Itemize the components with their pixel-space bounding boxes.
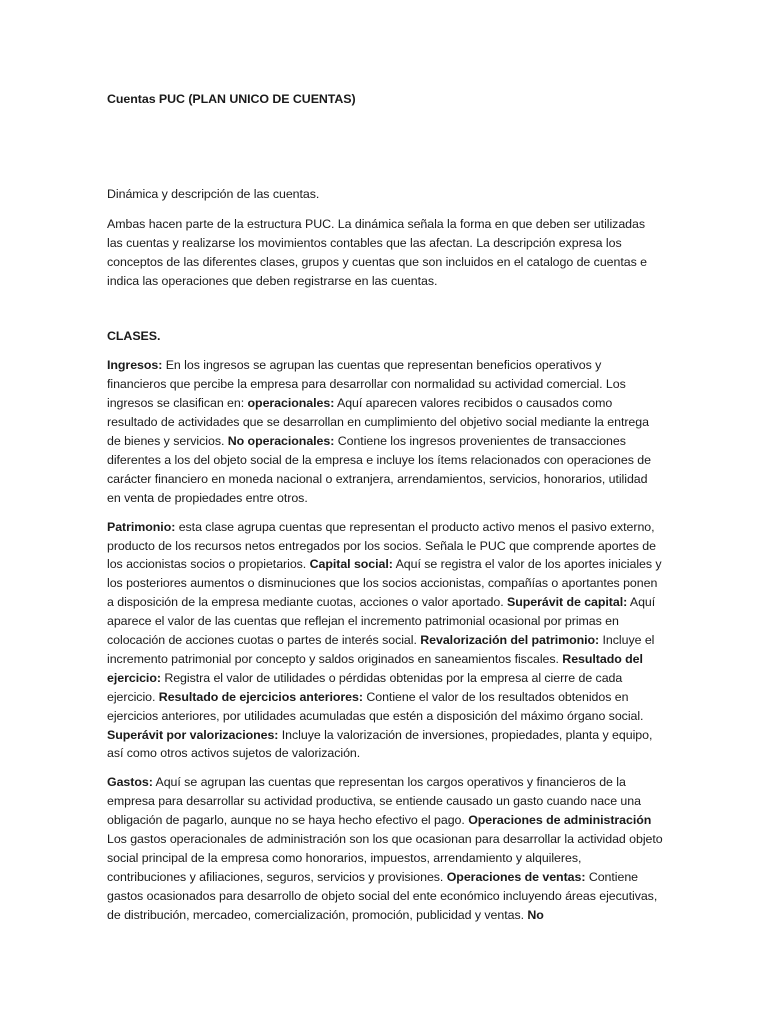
spacer <box>107 346 663 356</box>
no-operacionales-term: No operacionales: <box>227 433 335 448</box>
operaciones-administracion-term: Operaciones de administración <box>468 813 652 828</box>
superavit-valorizaciones-term: Superávit por valorizaciones: <box>107 727 279 742</box>
clases-heading: CLASES. <box>107 329 161 344</box>
capital-social-text: Aquí se registra el valor de los aportes iniciales y los posteriores aumentos o disminuciones que los socios accionistas, compañías o aportantes ponen a disposición de la empresa mediante cuotas, acciones o valor aportado. <box>107 557 662 610</box>
ingresos-text: En los ingresos se agrupan las cuentas que representan beneficios operativos y financieros que percibe la empresa para desarrollar con normalidad su actividad comercial. Los ingresos se clasifican en: <box>107 358 626 411</box>
operaciones-ventas-text: Contiene gastos ocasionados para desarrollo de objeto social del ente económico incluyendo áreas ejecutivas, de distribución, mercadeo, comercialización, promoción, publicidad y ventas. <box>107 869 658 922</box>
resultado-ejercicio-text: Registra el valor de utilidades o pérdidas obtenidas por la empresa al cierre de cada ejercicio. <box>107 670 623 704</box>
ingresos-term: Ingresos: <box>107 358 163 373</box>
patrimonio-paragraph <box>107 518 663 764</box>
gastos-term: Gastos: <box>107 775 153 790</box>
spacer <box>107 763 663 773</box>
spacer <box>107 290 663 327</box>
resultado-anteriores-term: Resultado de ejercicios anteriores: <box>158 689 363 704</box>
spacer <box>107 109 663 185</box>
intro-paragraph: Ambas hacen parte de la estructura PUC. La dinámica señala la forma en que deben ser utilizadas las cuentas y realizarse los movimientos contables que las afectan. La descripción expresa los conceptos de las diferentes clases, grupos y cuentas que son incluidos en el catalogo de cuentas e indica las operaciones que deben registrarse en las cuentas. <box>107 216 647 288</box>
patrimonio-term: Patrimonio: <box>107 519 176 534</box>
operaciones-administracion-text: Los gastos operacionales de administración son los que ocasionan para desarrollar la actividad objeto social principal de la empresa como honorarios, impuestos, arrendamiento y alquileres, contribuciones y afiliaciones, seguros, servicios y provisiones. <box>107 832 663 884</box>
ingresos-paragraph <box>107 356 663 507</box>
no-term: No <box>527 907 544 922</box>
superavit-capital-text: Aquí aparece el valor de las cuentas que reflejan el incremento patrimonial ocasional por primas en colocación de acciones cuotas o partes de interés social. <box>107 595 656 648</box>
gastos-paragraph <box>107 773 663 924</box>
gastos-text: Aquí se agrupan las cuentas que representan los cargos operativos y financieros de la empresa para desarrollar su actividad productiva, se entiende causado un gasto cuando nace una obligación de pagarlo, aunque no se haya hecho efectivo el pago. <box>107 775 641 828</box>
spacer <box>107 204 663 215</box>
operaciones-ventas-term: Operaciones de ventas: <box>446 869 586 884</box>
spacer <box>107 508 663 518</box>
operacionales-term: operacionales: <box>247 396 335 411</box>
resultado-ejercicio-term: Resultado del ejercicio: <box>107 651 643 685</box>
superavit-valorizaciones-text: Incluye la valorización de inversiones, propiedades, planta y equipo, así como otros activos sujetos de valorización. <box>107 727 653 761</box>
document-title: Cuentas PUC (PLAN UNICO DE CUENTAS) <box>107 92 356 106</box>
operacionales-text: Aquí aparecen valores recibidos o causados como resultado de actividades que se desarrollan en cumplimiento del objetivo social mediante la entrega de bienes y servicios. <box>107 396 649 448</box>
revalorizacion-text: Incluye el incremento patrimonial por concepto y saldos originados en saneamientos fiscales. <box>107 633 655 666</box>
resultado-anteriores-text: Contiene el valor de los resultados obtenidos en ejercicios anteriores, por utilidades acumuladas que estén a disposición del máximo órgano social. <box>107 689 644 723</box>
revalorizacion-term: Revalorización del patrimonio: <box>420 633 600 648</box>
patrimonio-text: esta clase agrupa cuentas que representan el producto activo menos el pasivo externo, producto de los recursos netos entregados por los socios. Señala le PUC que comprende aportes de los accionistas socios o propietarios. <box>107 519 656 572</box>
capital-social-term: Capital social: <box>309 557 393 572</box>
document-body <box>107 90 663 925</box>
section-intro: Dinámica y descripción de las cuentas. <box>107 186 320 201</box>
superavit-capital-term: Superávit de capital: <box>507 595 628 610</box>
no-operacionales-text: Contiene los ingresos provenientes de transacciones diferentes a los del objeto social de la empresa e incluye los ítems relacionados con operaciones de carácter financiero en moneda nacional o extranjera, arrendamientos, servicios, honorarios, utilidad en venta de propiedades entre otros. <box>107 433 651 505</box>
